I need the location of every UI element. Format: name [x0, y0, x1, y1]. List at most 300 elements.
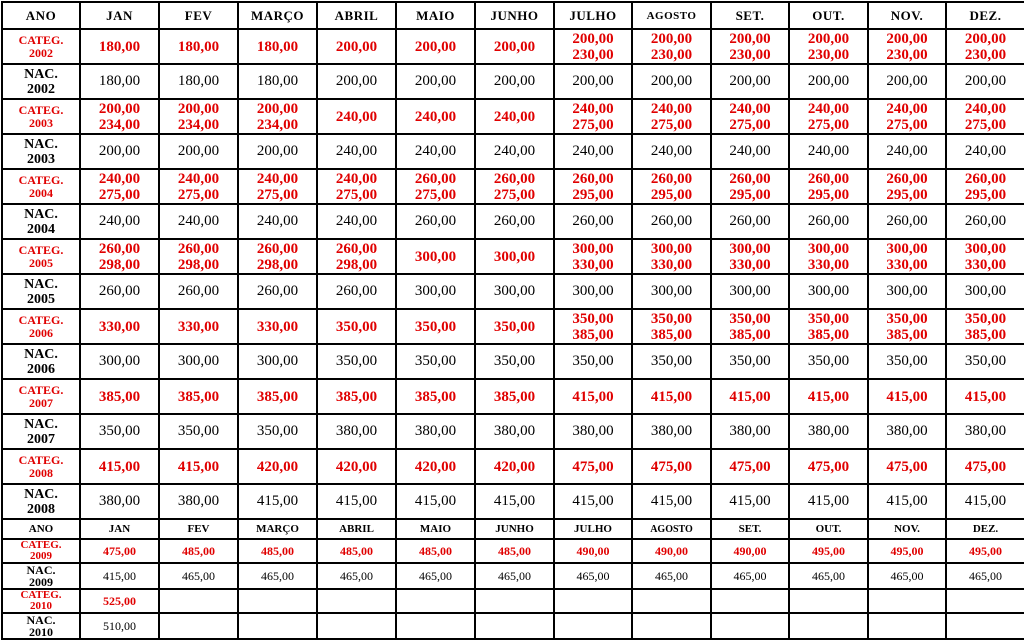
cell-value: 240,00: [729, 100, 771, 117]
cell-value: 295,00: [886, 186, 928, 203]
table-cell: [789, 134, 868, 169]
table-cell: [711, 613, 789, 639]
cell-value: 200,00: [256, 143, 299, 159]
col-header-month: [475, 519, 554, 539]
col-header-month: [554, 519, 632, 539]
cell-value: 485,00: [261, 544, 294, 558]
cell-value: 240,00: [807, 143, 850, 159]
table-row: [2, 589, 1024, 613]
table-cell: [711, 64, 789, 99]
cell-value: 275,00: [335, 186, 378, 203]
table-cell: [632, 204, 711, 239]
cell-value: 180,00: [177, 38, 220, 55]
cell-value: 380,00: [98, 493, 141, 509]
cell-value: 295,00: [729, 186, 771, 203]
cell-value: 465,00: [340, 568, 373, 583]
table-cell: [80, 414, 159, 449]
cell-value: 420,00: [414, 458, 457, 475]
table-cell: [238, 29, 317, 64]
cell-value: 385,00: [964, 326, 1007, 343]
table-body: [2, 29, 1024, 639]
cell-value: 350,00: [886, 353, 928, 369]
table-cell: [789, 484, 868, 519]
table-cell: [238, 64, 317, 99]
table-cell: [632, 99, 711, 134]
table-cell: [868, 239, 946, 274]
table-cell: [159, 239, 238, 274]
table-cell: [632, 589, 711, 613]
col-header-month: [711, 519, 789, 539]
cell-value: 260,00: [335, 240, 378, 257]
cell-value: 230,00: [572, 46, 614, 63]
cell-value: 300,00: [414, 283, 457, 299]
row-label: [2, 309, 80, 344]
cell-value: 275,00: [256, 186, 299, 203]
table-cell: [554, 309, 632, 344]
table-cell: [238, 344, 317, 379]
row-label-year: 2006: [27, 361, 55, 377]
col-header-month: OUT.: [789, 2, 868, 29]
cell-value: MARÇO: [256, 523, 299, 535]
table-cell: [789, 449, 868, 484]
table-cell: [475, 64, 554, 99]
header-row: [2, 519, 1024, 539]
table-cell: [946, 344, 1024, 379]
table-row: [2, 449, 1024, 484]
table-cell: [238, 169, 317, 204]
cell-value: 200,00: [493, 38, 536, 55]
table-cell: [711, 169, 789, 204]
cell-value: 200,00: [335, 73, 378, 89]
table-cell: [711, 239, 789, 274]
row-label-type: NAC.: [24, 276, 58, 292]
table-cell: [789, 414, 868, 449]
table-cell: [946, 204, 1024, 239]
cell-value: 230,00: [886, 46, 928, 63]
col-header-month: [632, 519, 711, 539]
cell-value: 415,00: [729, 493, 771, 509]
table-cell: [554, 589, 632, 613]
table-cell: [317, 204, 396, 239]
table-cell: [946, 134, 1024, 169]
table-cell: [475, 309, 554, 344]
table-cell: [632, 29, 711, 64]
cell-value: 240,00: [886, 143, 928, 159]
table-cell: [554, 484, 632, 519]
row-label-type: CATEG.: [18, 382, 64, 397]
table-cell: [868, 344, 946, 379]
table-cell: [554, 99, 632, 134]
table-cell: [632, 169, 711, 204]
cell-value: 330,00: [572, 256, 614, 273]
table-cell: [554, 239, 632, 274]
table-cell: [317, 449, 396, 484]
cell-value: 260,00: [256, 283, 299, 299]
table-cell: [711, 379, 789, 414]
table-cell: [396, 539, 475, 563]
row-label-type: CATEG.: [18, 242, 64, 257]
cell-value: 420,00: [493, 458, 536, 475]
cell-value: 350,00: [729, 353, 771, 369]
cell-value: 260,00: [177, 283, 220, 299]
cell-value: 200,00: [98, 100, 141, 117]
table-cell: [159, 484, 238, 519]
cell-value: 380,00: [729, 423, 771, 439]
cell-value: 260,00: [964, 170, 1007, 187]
table-cell: [475, 29, 554, 64]
cell-value: 385,00: [650, 326, 693, 343]
table-cell: [80, 169, 159, 204]
row-label-year: 2006: [29, 325, 53, 340]
cell-value: 385,00: [886, 326, 928, 343]
cell-value: 380,00: [886, 423, 928, 439]
table-cell: [396, 29, 475, 64]
table-cell: [868, 169, 946, 204]
cell-value: 298,00: [256, 256, 299, 273]
cell-value: 300,00: [964, 283, 1007, 299]
table-cell: [159, 449, 238, 484]
cell-value: 350,00: [493, 318, 536, 335]
cell-value: 240,00: [572, 100, 614, 117]
cell-value: 380,00: [493, 423, 536, 439]
cell-value: 490,00: [655, 544, 688, 558]
cell-value: 350,00: [98, 423, 141, 439]
cell-value: NOV.: [894, 523, 920, 535]
row-label: [2, 449, 80, 484]
col-header-year: ANO: [2, 2, 80, 29]
cell-value: 234,00: [98, 116, 141, 133]
cell-value: 275,00: [807, 116, 850, 133]
table-cell: [80, 589, 159, 613]
cell-value: SET.: [738, 523, 762, 535]
table-cell: [632, 563, 711, 589]
cell-value: 200,00: [964, 73, 1007, 89]
table-cell: [868, 414, 946, 449]
cell-value: 300,00: [256, 353, 299, 369]
row-label: [2, 134, 80, 169]
cell-value: 465,00: [498, 568, 531, 583]
table-cell: [789, 309, 868, 344]
cell-value: 475,00: [572, 458, 614, 475]
table-cell: [475, 449, 554, 484]
cell-value: 200,00: [886, 73, 928, 89]
cell-value: 240,00: [98, 213, 141, 229]
table-cell: [80, 344, 159, 379]
cell-value: DEZ.: [972, 523, 999, 535]
cell-value: 200,00: [572, 30, 614, 47]
cell-value: 465,00: [576, 568, 610, 583]
cell-value: 350,00: [256, 423, 299, 439]
cell-value: 385,00: [729, 326, 771, 343]
cell-value: 240,00: [729, 143, 771, 159]
table-cell: [632, 64, 711, 99]
row-label-year: 2005: [27, 291, 55, 307]
table-cell: [946, 484, 1024, 519]
cell-value: 275,00: [886, 116, 928, 133]
table-cell: [868, 64, 946, 99]
row-label-year: 2002: [29, 45, 53, 60]
cell-value: 350,00: [177, 423, 220, 439]
table-cell: [554, 29, 632, 64]
cell-value: 200,00: [414, 38, 457, 55]
cell-value: 200,00: [335, 38, 378, 55]
row-label-type: NAC.: [26, 613, 56, 627]
col-header-month: MAIO: [396, 2, 475, 29]
row-label: [2, 239, 80, 274]
table-cell: [159, 414, 238, 449]
table-cell: [317, 379, 396, 414]
cell-value: 295,00: [964, 186, 1007, 203]
cell-value: 260,00: [572, 170, 614, 187]
cell-value: 350,00: [414, 353, 457, 369]
cell-value: 415,00: [807, 388, 850, 405]
cell-value: 350,00: [572, 310, 614, 327]
cell-value: 350,00: [964, 353, 1007, 369]
table-cell: [238, 539, 317, 563]
table-cell: [80, 204, 159, 239]
cell-value: 495,00: [969, 544, 1002, 558]
table-cell: [159, 204, 238, 239]
table-cell: [475, 613, 554, 639]
cell-value: 300,00: [572, 283, 614, 299]
cell-value: 350,00: [650, 353, 693, 369]
cell-value: 275,00: [964, 116, 1007, 133]
table-cell: [317, 563, 396, 589]
table-cell: [317, 274, 396, 309]
col-header-month: SET.: [711, 2, 789, 29]
row-label: [2, 64, 80, 99]
cell-value: 350,00: [493, 353, 536, 369]
cell-value: 260,00: [650, 213, 693, 229]
table-cell: [554, 449, 632, 484]
cell-value: JULHO: [574, 523, 612, 535]
table-cell: [789, 589, 868, 613]
cell-value: 275,00: [572, 116, 614, 133]
col-header-month: DEZ.: [946, 2, 1024, 29]
table-cell: [317, 613, 396, 639]
table-cell: [475, 414, 554, 449]
col-header-month: AGOSTO: [632, 2, 711, 29]
cell-value: 465,00: [655, 568, 688, 583]
cell-value: 240,00: [256, 170, 299, 187]
cell-value: 490,00: [733, 544, 767, 558]
cell-value: 260,00: [98, 240, 141, 257]
cell-value: 415,00: [572, 493, 614, 509]
cell-value: 240,00: [964, 100, 1007, 117]
row-label-year: 2004: [27, 221, 55, 237]
cell-value: 475,00: [103, 544, 136, 558]
table-cell: [396, 309, 475, 344]
cell-value: 234,00: [177, 116, 220, 133]
table-cell: [396, 449, 475, 484]
cell-value: 240,00: [335, 143, 378, 159]
table-cell: [238, 484, 317, 519]
table-cell: [238, 613, 317, 639]
row-label-type: NAC.: [24, 416, 58, 432]
cell-value: 385,00: [493, 388, 536, 405]
table-cell: [632, 539, 711, 563]
table-cell: [554, 414, 632, 449]
cell-value: 200,00: [98, 143, 141, 159]
cell-value: 180,00: [256, 73, 299, 89]
table-cell: [632, 274, 711, 309]
table-cell: [80, 309, 159, 344]
table-cell: [396, 274, 475, 309]
cell-value: 330,00: [729, 256, 771, 273]
table-cell: [868, 484, 946, 519]
table-cell: [238, 449, 317, 484]
table-cell: [554, 379, 632, 414]
cell-value: 465,00: [419, 568, 452, 583]
cell-value: 415,00: [414, 493, 457, 509]
row-label-type: CATEG.: [18, 102, 64, 117]
table-cell: [396, 239, 475, 274]
table-cell: [868, 274, 946, 309]
cell-value: 350,00: [335, 353, 378, 369]
row-label-year: 2002: [27, 81, 55, 97]
table-cell: [475, 274, 554, 309]
cell-value: 415,00: [964, 388, 1007, 405]
table-cell: [396, 169, 475, 204]
cell-value: 385,00: [177, 388, 220, 405]
cell-value: 330,00: [650, 256, 693, 273]
table-cell: [317, 99, 396, 134]
table-cell: [80, 99, 159, 134]
cell-value: 350,00: [414, 318, 457, 335]
cell-value: 260,00: [729, 170, 771, 187]
table-cell: [554, 64, 632, 99]
cell-value: 330,00: [886, 256, 928, 273]
table-cell: [632, 449, 711, 484]
table-cell: [475, 344, 554, 379]
table-cell: [80, 379, 159, 414]
cell-value: 200,00: [493, 73, 536, 89]
cell-value: 295,00: [572, 186, 614, 203]
table-cell: [868, 134, 946, 169]
cell-value: 300,00: [493, 283, 536, 299]
cell-value: OUT.: [815, 523, 842, 535]
row-label-year: 2010: [30, 600, 52, 612]
col-header-month: JUNHO: [475, 2, 554, 29]
cell-value: 380,00: [414, 423, 457, 439]
cell-value: JAN: [108, 523, 131, 535]
table-cell: [789, 64, 868, 99]
table-cell: [159, 64, 238, 99]
cell-value: 200,00: [414, 73, 457, 89]
table-cell: [789, 204, 868, 239]
cell-value: 200,00: [807, 73, 850, 89]
cell-value: 465,00: [733, 568, 767, 583]
row-label: [2, 169, 80, 204]
cell-value: 230,00: [729, 46, 771, 63]
cell-value: 465,00: [182, 568, 215, 583]
cell-value: 260,00: [493, 213, 536, 229]
cell-value: 330,00: [807, 256, 850, 273]
cell-value: 380,00: [177, 493, 220, 509]
cell-value: 415,00: [886, 493, 928, 509]
cell-value: 350,00: [807, 310, 850, 327]
row-label-type: NAC.: [24, 136, 58, 152]
cell-value: 350,00: [964, 310, 1007, 327]
row-label-type: CATEG.: [18, 312, 64, 327]
col-header-month: [946, 519, 1024, 539]
col-header-month: MARÇO: [238, 2, 317, 29]
cell-value: 260,00: [414, 170, 457, 187]
table-cell: [868, 379, 946, 414]
table-cell: [80, 484, 159, 519]
cell-value: 240,00: [177, 170, 220, 187]
table-cell: [396, 134, 475, 169]
table-cell: [238, 563, 317, 589]
cell-value: 415,00: [493, 493, 536, 509]
row-label: [2, 344, 80, 379]
cell-value: 350,00: [729, 310, 771, 327]
table-cell: [711, 274, 789, 309]
cell-value: 240,00: [256, 213, 299, 229]
cell-value: 330,00: [98, 318, 141, 335]
cell-value: 275,00: [650, 116, 693, 133]
row-label-year: 2004: [29, 185, 53, 200]
table-cell: [632, 484, 711, 519]
table-cell: [80, 539, 159, 563]
table-cell: [159, 613, 238, 639]
cell-value: 240,00: [335, 108, 378, 125]
table-cell: [317, 539, 396, 563]
col-header-month: FEV: [159, 2, 238, 29]
row-label: [2, 589, 80, 613]
table-cell: [554, 204, 632, 239]
cell-value: 385,00: [256, 388, 299, 405]
cell-value: 495,00: [890, 544, 924, 558]
cell-value: 300,00: [650, 240, 693, 257]
cell-value: 275,00: [177, 186, 220, 203]
table-cell: [789, 29, 868, 64]
table-cell: [159, 539, 238, 563]
table-cell: [868, 589, 946, 613]
table-cell: [238, 134, 317, 169]
table-row: [2, 414, 1024, 449]
cell-value: 240,00: [335, 170, 378, 187]
cell-value: 415,00: [886, 388, 928, 405]
cell-value: 295,00: [807, 186, 850, 203]
cell-value: 420,00: [335, 458, 378, 475]
table-cell: [238, 379, 317, 414]
table-cell: [946, 274, 1024, 309]
table-cell: [868, 613, 946, 639]
row-label-type: NAC.: [24, 486, 58, 502]
row-label-type: CATEG.: [20, 589, 62, 601]
col-header-month: [159, 519, 238, 539]
cell-value: 510,00: [103, 618, 136, 633]
table-cell: [868, 309, 946, 344]
row-label: [2, 274, 80, 309]
table-cell: [868, 204, 946, 239]
col-header-month: JAN: [80, 2, 159, 29]
row-label-type: NAC.: [24, 66, 58, 82]
cell-value: 380,00: [335, 423, 378, 439]
table-cell: [946, 29, 1024, 64]
cell-value: 350,00: [650, 310, 693, 327]
cell-value: 385,00: [572, 326, 614, 343]
table-cell: [396, 414, 475, 449]
table-cell: [711, 589, 789, 613]
row-label: [2, 99, 80, 134]
cell-value: 240,00: [650, 143, 693, 159]
table-cell: [711, 344, 789, 379]
row-label-type: NAC.: [26, 563, 56, 577]
cell-value: 385,00: [98, 388, 141, 405]
col-header-month: [868, 519, 946, 539]
